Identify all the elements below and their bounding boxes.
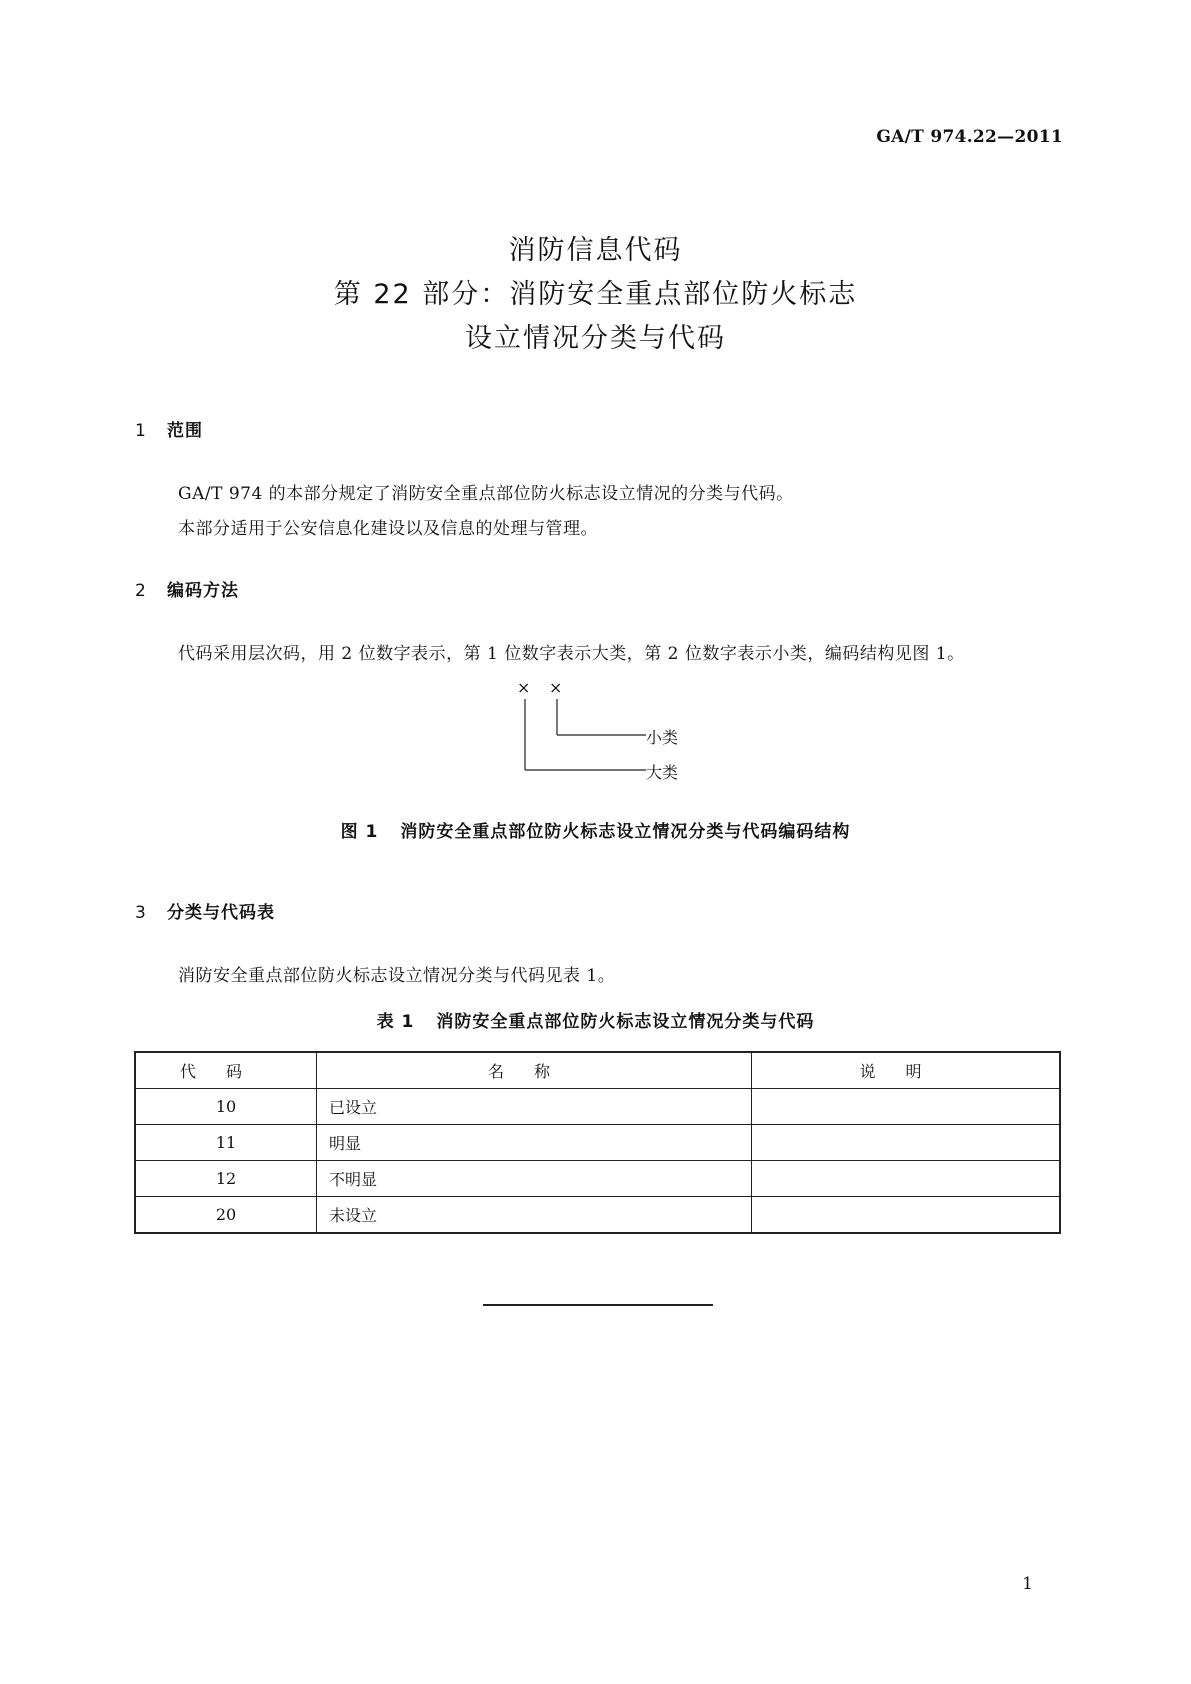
- figure-1-caption-text: 消防安全重点部位防火标志设立情况分类与代码编码结构: [400, 822, 851, 842]
- minor-digit-symbol: ×: [549, 678, 563, 697]
- table-header-row: [135, 1052, 1060, 1089]
- section-3-title: 分类与代码表: [167, 903, 275, 923]
- header-note: 说明: [752, 1052, 1061, 1089]
- row-name: 已设立: [317, 1089, 752, 1125]
- row-note: [752, 1089, 1061, 1125]
- figure-1-caption: [0, 817, 1191, 842]
- section-2-paragraph-1: 代码采用层次码，用 2 位数字表示，第 1 位数字表示大类，第 2 位数字表示小类，编码结构见图 1。: [178, 644, 965, 664]
- row-code: 12: [135, 1161, 317, 1197]
- row-note: [752, 1125, 1061, 1161]
- section-2-heading: [135, 576, 239, 601]
- header-code: 代码: [135, 1052, 317, 1089]
- row-name: 明显: [317, 1125, 752, 1161]
- minor-class-label: 小类: [646, 728, 679, 747]
- table-row: [135, 1161, 1060, 1197]
- section-1-heading: [135, 416, 203, 441]
- title-line-3: 设立情况分类与代码: [465, 323, 726, 354]
- row-code: 10: [135, 1089, 317, 1125]
- section-1-number: 1: [135, 421, 147, 441]
- row-code: 20: [135, 1197, 317, 1234]
- row-note: [752, 1197, 1061, 1234]
- row-note: [752, 1161, 1061, 1197]
- section-3-paragraph-1: 消防安全重点部位防火标志设立情况分类与代码见表 1。: [178, 966, 616, 986]
- page-number: 1: [1022, 1574, 1033, 1594]
- major-digit-symbol: ×: [517, 678, 531, 697]
- title-line-1: 消防信息代码: [508, 235, 683, 266]
- row-code: 11: [135, 1125, 317, 1161]
- classification-code-table: [134, 1051, 1061, 1234]
- section-3-heading: [135, 898, 275, 923]
- standard-code: GA/T 974.22—2011: [876, 127, 1063, 147]
- table-row: [135, 1125, 1060, 1161]
- row-name: 未设立: [317, 1197, 752, 1234]
- major-class-label: 大类: [646, 763, 679, 782]
- row-name: 不明显: [317, 1161, 752, 1197]
- section-1-paragraph-1: GA/T 974 的本部分规定了消防安全重点部位防火标志设立情况的分类与代码。: [178, 484, 794, 504]
- section-3-number: 3: [135, 903, 147, 923]
- figure-1-number: 图 1: [340, 822, 379, 842]
- section-2-title: 编码方法: [167, 581, 239, 601]
- section-1-paragraph-2: 本部分适用于公安信息化建设以及信息的处理与管理。: [178, 519, 598, 539]
- end-of-document-rule: [483, 1304, 713, 1306]
- section-2-number: 2: [135, 581, 147, 601]
- title-line-2: 第 22 部分：消防安全重点部位防火标志: [333, 279, 858, 310]
- section-1-title: 范围: [167, 421, 203, 441]
- table-row: [135, 1089, 1060, 1125]
- header-name: 名称: [317, 1052, 752, 1089]
- table-row: [135, 1197, 1060, 1234]
- table-1-caption: [0, 1007, 1191, 1032]
- table-1-number: 表 1: [376, 1012, 415, 1032]
- table-1-caption-text: 消防安全重点部位防火标志设立情况分类与代码: [436, 1012, 815, 1032]
